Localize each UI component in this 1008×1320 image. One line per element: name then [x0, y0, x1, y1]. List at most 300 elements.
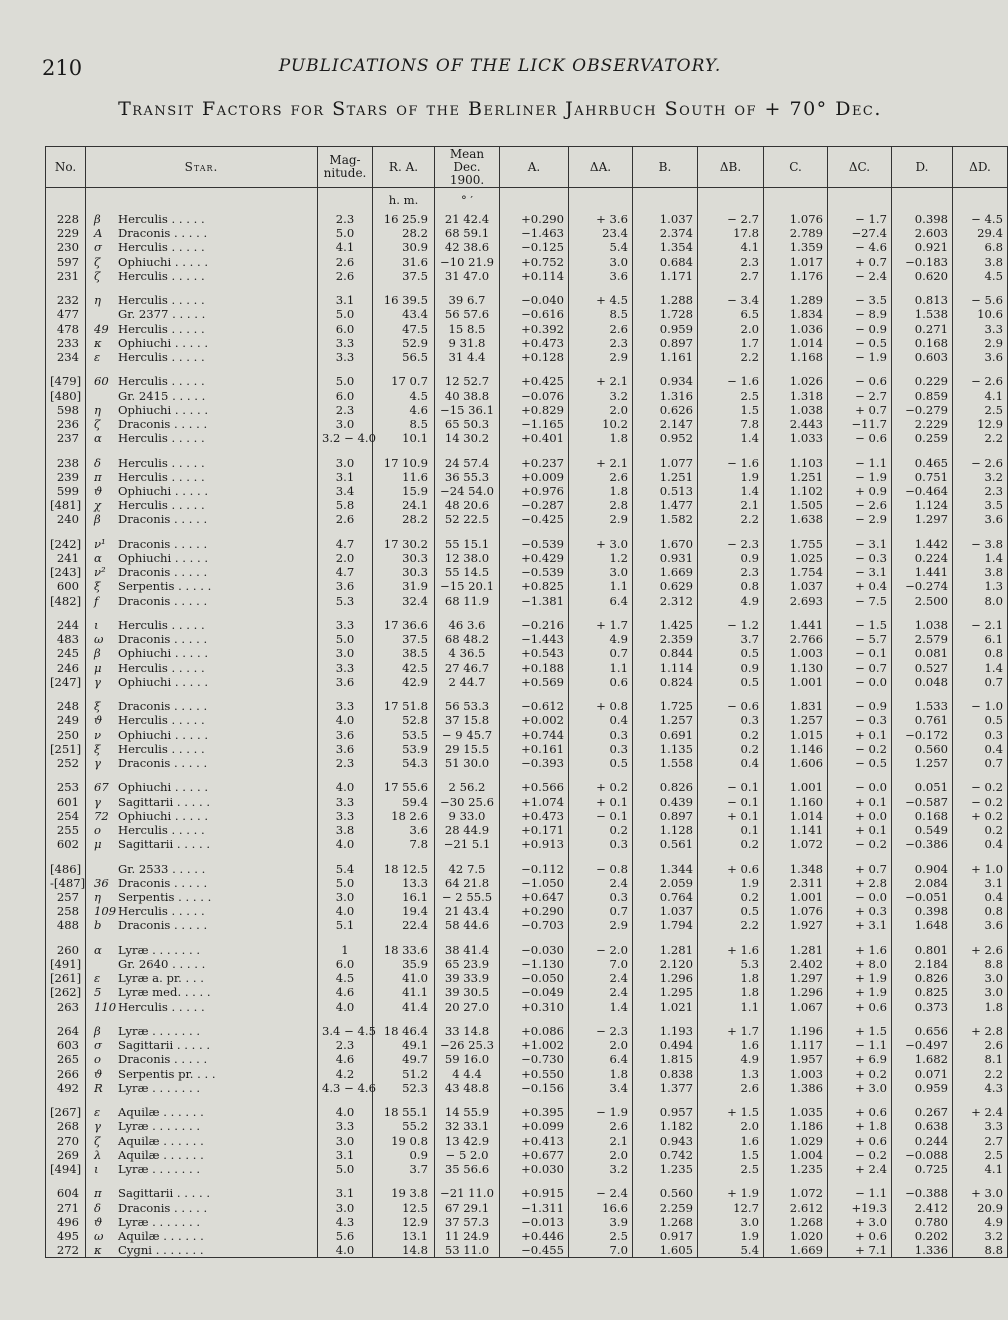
cell-ra: 42.9 [373, 675, 435, 689]
cell-ra: 32.4 [373, 594, 435, 608]
cell-a: +0.473 [500, 336, 569, 350]
cell-delta-c: − 2.7 [828, 389, 892, 403]
cell-c: 1.001 [764, 675, 828, 689]
cell-d: 0.267 [892, 1105, 953, 1119]
cell-magnitude: 2.6 [318, 512, 373, 526]
cell-dec: 55 15.1 [435, 537, 500, 551]
cell-ra: 19 0.8 [373, 1134, 435, 1148]
cell-ra: 18 2.6 [373, 809, 435, 823]
cell-no: 488 [46, 918, 86, 932]
cell-a: −1.381 [500, 594, 569, 608]
star-name: Gr. 2640 . . . . . [118, 957, 206, 972]
star-name: Gr. 2377 . . . . . [118, 307, 206, 322]
cell-no: [480] [46, 389, 86, 403]
table-row [46, 226, 1008, 240]
cell-c: 1.020 [764, 1229, 828, 1243]
star-designation: ϑ [94, 484, 103, 499]
cell-delta-c: − 4.6 [828, 240, 892, 254]
cell-no: 600 [46, 579, 86, 593]
group-spacer [46, 1176, 1008, 1186]
cell-ra: 17 0.7 [373, 374, 435, 388]
cell-dec: −10 21.9 [435, 255, 500, 269]
col-header-d: D. [892, 147, 953, 188]
cell-delta-c: + 2.4 [828, 1162, 892, 1176]
cell-d: −0.183 [892, 255, 953, 269]
cell-d: −0.587 [892, 795, 953, 809]
cell-b: 1.295 [633, 985, 698, 999]
cell-delta-c: − 2.9 [828, 512, 892, 526]
cell-dec: 42 7.5 [435, 862, 500, 876]
cell-dec: 56 53.3 [435, 699, 500, 713]
table-row [46, 212, 1008, 226]
cell-a: −0.156 [500, 1081, 569, 1095]
cell-delta-b: − 1.2 [698, 618, 764, 632]
cell-ra: 28.2 [373, 226, 435, 240]
cell-a: −0.125 [500, 240, 569, 254]
cell-dec: 9 31.8 [435, 336, 500, 350]
cell-delta-b: 0.2 [698, 742, 764, 756]
cell-no: 598 [46, 403, 86, 417]
cell-delta-b: − 0.6 [698, 699, 764, 713]
cell-magnitude: 4.7 [318, 537, 373, 551]
star-name: Herculis . . . . . [118, 999, 205, 1014]
cell-delta-d: 3.6 [953, 512, 1008, 526]
table-row [46, 1052, 1008, 1066]
cell-delta-d: 3.5 [953, 498, 1008, 512]
cell-delta-d: 3.3 [953, 1119, 1008, 1133]
star-name: Draconis . . . . . [118, 226, 208, 241]
cell-a: +0.543 [500, 646, 569, 660]
cell-ra: 16.1 [373, 890, 435, 904]
cell-dec: −15 20.1 [435, 579, 500, 593]
table-row [46, 823, 1008, 837]
cell-a: +0.446 [500, 1229, 569, 1243]
cell-c: 1.076 [764, 904, 828, 918]
cell-b: 1.354 [633, 240, 698, 254]
cell-delta-d: 3.2 [953, 470, 1008, 484]
cell-delta-a: 1.1 [569, 579, 633, 593]
cell-a: −0.616 [500, 307, 569, 321]
cell-b: 0.959 [633, 322, 698, 336]
table-row [46, 594, 1008, 608]
cell-magnitude: 5.0 [318, 1162, 373, 1176]
cell-c: 1.067 [764, 1000, 828, 1014]
cell-star [86, 632, 318, 646]
cell-c: 1.318 [764, 389, 828, 403]
cell-star [86, 890, 318, 904]
star-name: Herculis . . . . . [118, 469, 205, 484]
cell-delta-d: 4.9 [953, 1215, 1008, 1229]
col-header-ra: R. A. [373, 147, 435, 188]
cell-d: 1.441 [892, 565, 953, 579]
cell-delta-b: 1.8 [698, 971, 764, 985]
cell-delta-a: 0.7 [569, 646, 633, 660]
table-row [46, 470, 1008, 484]
table-row [46, 1024, 1008, 1038]
cell-delta-d: 1.3 [953, 579, 1008, 593]
group-spacer [46, 527, 1008, 537]
cell-delta-b: 0.2 [698, 728, 764, 742]
star-name: Draconis . . . . . [118, 699, 208, 714]
cell-delta-c: + 0.6 [828, 1229, 892, 1243]
cell-delta-b: 0.9 [698, 661, 764, 675]
cell-star [86, 876, 318, 890]
cell-c: 1.251 [764, 470, 828, 484]
cell-delta-d: 8.0 [953, 594, 1008, 608]
cell-no: 272 [46, 1243, 86, 1258]
cell-delta-c: + 0.6 [828, 1105, 892, 1119]
star-name: Herculis . . . . . [118, 240, 205, 255]
cell-d: 2.500 [892, 594, 953, 608]
cell-delta-c: − 0.9 [828, 322, 892, 336]
cell-d: 0.603 [892, 350, 953, 364]
cell-magnitude: 2.3 [318, 212, 373, 226]
star-name: Ophiuchi . . . . . [118, 674, 209, 689]
cell-star [86, 699, 318, 713]
cell-dec: 51 30.0 [435, 756, 500, 770]
cell-c: 1.386 [764, 1081, 828, 1095]
cell-magnitude: 6.0 [318, 957, 373, 971]
cell-delta-c: + 0.0 [828, 809, 892, 823]
cell-no: 234 [46, 350, 86, 364]
cell-magnitude: 2.6 [318, 269, 373, 283]
cell-dec: − 5 2.0 [435, 1148, 500, 1162]
cell-delta-b: + 0.1 [698, 809, 764, 823]
table-row [46, 456, 1008, 470]
cell-d: 0.826 [892, 971, 953, 985]
cell-b: 1.235 [633, 1162, 698, 1176]
cell-delta-d: 4.1 [953, 389, 1008, 403]
cell-delta-d: 20.9 [953, 1201, 1008, 1215]
cell-c: 1.297 [764, 971, 828, 985]
cell-ra: 17 30.2 [373, 537, 435, 551]
cell-delta-b: + 1.5 [698, 1105, 764, 1119]
cell-delta-d: 29.4 [953, 226, 1008, 240]
cell-magnitude: 6.0 [318, 322, 373, 336]
col-header-no: No. [46, 147, 86, 188]
cell-delta-c: − 3.1 [828, 537, 892, 551]
cell-b: 1.605 [633, 1243, 698, 1258]
cell-d: 0.620 [892, 269, 953, 283]
cell-a: +0.401 [500, 431, 569, 445]
cell-a: +0.569 [500, 675, 569, 689]
cell-ra: 52.8 [373, 713, 435, 727]
star-designation: γ [94, 674, 101, 689]
star-designation: ν [94, 727, 102, 742]
cell-magnitude: 3.0 [318, 1134, 373, 1148]
cell-d: 1.648 [892, 918, 953, 932]
star-designation: ω [94, 632, 104, 647]
cell-delta-b: + 1.6 [698, 943, 764, 957]
cell-b: 1.288 [633, 293, 698, 307]
cell-delta-d: 12.9 [953, 417, 1008, 431]
cell-delta-c: + 1.6 [828, 943, 892, 957]
cell-a: −0.040 [500, 293, 569, 307]
col-header-dec-line1: Mean Dec. [449, 146, 485, 174]
cell-ra: 0.9 [373, 1148, 435, 1162]
star-designation: ε [94, 350, 101, 365]
table-row [46, 809, 1008, 823]
cell-dec: 2 56.2 [435, 780, 500, 794]
cell-star [86, 322, 318, 336]
cell-c: 1.606 [764, 756, 828, 770]
table-row [46, 661, 1008, 675]
cell-b: 0.844 [633, 646, 698, 660]
cell-a: +0.913 [500, 837, 569, 851]
cell-no: 253 [46, 780, 86, 794]
cell-d: 0.959 [892, 1081, 953, 1095]
cell-no: 271 [46, 1201, 86, 1215]
cell-dec: 68 11.9 [435, 594, 500, 608]
cell-b: 1.377 [633, 1081, 698, 1095]
cell-dec: 65 50.3 [435, 417, 500, 431]
star-name: Draconis . . . . . [118, 1200, 208, 1215]
cell-c: 1.834 [764, 307, 828, 321]
cell-ra: 41.1 [373, 985, 435, 999]
cell-dec: 52 22.5 [435, 512, 500, 526]
cell-magnitude: 3.1 [318, 1186, 373, 1200]
cell-c: 1.754 [764, 565, 828, 579]
cell-ra: 54.3 [373, 756, 435, 770]
cell-delta-a: − 2.3 [569, 1024, 633, 1038]
star-name: Gr. 2533 . . . . . [118, 861, 206, 876]
cell-dec: −15 36.1 [435, 403, 500, 417]
cell-dec: 68 59.1 [435, 226, 500, 240]
star-name: Ophiuchi . . . . . [118, 551, 209, 566]
cell-delta-a: 3.2 [569, 1162, 633, 1176]
cell-delta-c: + 8.0 [828, 957, 892, 971]
cell-dec: 38 41.4 [435, 943, 500, 957]
cell-star [86, 484, 318, 498]
cell-delta-a: 23.4 [569, 226, 633, 240]
cell-a: −0.455 [500, 1243, 569, 1258]
cell-ra: 15.9 [373, 484, 435, 498]
col-header-mag-line1: Mag- [329, 153, 361, 167]
star-designation: ϑ [94, 1214, 103, 1229]
cell-star [86, 240, 318, 254]
cell-a: +0.009 [500, 470, 569, 484]
cell-no: 477 [46, 307, 86, 321]
cell-b: 2.312 [633, 594, 698, 608]
cell-no: 244 [46, 618, 86, 632]
cell-ra: 7.8 [373, 837, 435, 851]
cell-delta-a: 2.6 [569, 1119, 633, 1133]
cell-b: 0.826 [633, 780, 698, 794]
table-row [46, 618, 1008, 632]
cell-delta-d: 2.5 [953, 403, 1008, 417]
cell-no: 478 [46, 322, 86, 336]
cell-ra: 18 33.6 [373, 943, 435, 957]
cell-b: 1.669 [633, 565, 698, 579]
cell-c: 1.927 [764, 918, 828, 932]
cell-magnitude: 3.6 [318, 579, 373, 593]
cell-c: 1.348 [764, 862, 828, 876]
cell-delta-c: + 0.6 [828, 1134, 892, 1148]
cell-ra: 38.5 [373, 646, 435, 660]
star-designation: ο [94, 1052, 101, 1067]
cell-delta-b: 4.9 [698, 1052, 764, 1066]
cell-delta-c: − 0.2 [828, 742, 892, 756]
star-designation: α [94, 431, 102, 446]
cell-delta-c: − 1.9 [828, 470, 892, 484]
cell-no: [243] [46, 565, 86, 579]
cell-b: 1.037 [633, 212, 698, 226]
cell-no: 599 [46, 484, 86, 498]
cell-delta-a: 6.4 [569, 1052, 633, 1066]
cell-d: 0.638 [892, 1119, 953, 1133]
cell-d: 0.229 [892, 374, 953, 388]
cell-delta-d: 0.8 [953, 904, 1008, 918]
star-name: Ophiuchi . . . . . [118, 402, 209, 417]
cell-no: 270 [46, 1134, 86, 1148]
cell-ra: 4.5 [373, 389, 435, 403]
cell-b: 1.161 [633, 350, 698, 364]
cell-magnitude: 4.0 [318, 1000, 373, 1014]
cell-dec: 31 4.4 [435, 350, 500, 364]
table-row [46, 1215, 1008, 1229]
cell-ra: 49.1 [373, 1038, 435, 1052]
cell-a: +0.752 [500, 255, 569, 269]
cell-no: 240 [46, 512, 86, 526]
cell-a: −0.730 [500, 1052, 569, 1066]
cell-ra: 30.9 [373, 240, 435, 254]
cell-delta-d: 3.8 [953, 255, 1008, 269]
cell-no: 239 [46, 470, 86, 484]
cell-star [86, 293, 318, 307]
cell-delta-a: 0.3 [569, 837, 633, 851]
cell-delta-c: − 0.5 [828, 336, 892, 350]
cell-delta-c: + 3.0 [828, 1215, 892, 1229]
cell-ra: 16 39.5 [373, 293, 435, 307]
cell-ra: 17 10.9 [373, 456, 435, 470]
cell-delta-b: 2.2 [698, 512, 764, 526]
cell-no: 254 [46, 809, 86, 823]
cell-magnitude: 4.3 − 4.6 [318, 1081, 373, 1095]
group-spacer [46, 1014, 1008, 1024]
cell-magnitude: 4.6 [318, 985, 373, 999]
cell-delta-b: 2.7 [698, 269, 764, 283]
cell-delta-c: + 0.7 [828, 862, 892, 876]
cell-a: +0.744 [500, 728, 569, 742]
cell-a: +0.392 [500, 322, 569, 336]
star-designation: κ [94, 335, 102, 350]
cell-delta-b: 4.9 [698, 594, 764, 608]
cell-a: +0.825 [500, 579, 569, 593]
cell-d: 0.801 [892, 943, 953, 957]
cell-star [86, 646, 318, 660]
cell-no: 245 [46, 646, 86, 660]
star-name: Herculis . . . . . [118, 455, 205, 470]
cell-a: +0.395 [500, 1105, 569, 1119]
cell-c: 1.117 [764, 1038, 828, 1052]
cell-star [86, 1215, 318, 1229]
cell-delta-d: + 1.0 [953, 862, 1008, 876]
cell-dec: 39 33.9 [435, 971, 500, 985]
cell-delta-b: 0.8 [698, 579, 764, 593]
cell-delta-d: 8.1 [953, 1052, 1008, 1066]
cell-a: −0.287 [500, 498, 569, 512]
cell-no: 602 [46, 837, 86, 851]
cell-dec: 12 38.0 [435, 551, 500, 565]
cell-delta-c: + 0.1 [828, 728, 892, 742]
star-designation: A [94, 226, 103, 241]
cell-dec: 36 55.3 [435, 470, 500, 484]
table-row [46, 699, 1008, 713]
cell-d: 2.229 [892, 417, 953, 431]
cell-delta-c: − 3.5 [828, 293, 892, 307]
cell-magnitude: 5.0 [318, 876, 373, 890]
cell-d: −0.088 [892, 1148, 953, 1162]
cell-delta-d: 1.4 [953, 551, 1008, 565]
cell-star [86, 918, 318, 932]
cell-a: −0.539 [500, 565, 569, 579]
cell-delta-d: 2.5 [953, 1148, 1008, 1162]
cell-dec: −30 25.6 [435, 795, 500, 809]
cell-delta-d: − 2.1 [953, 618, 1008, 632]
table-title: Transit Factors for Stars of the Berliner Jahrbuch South of + 70° Dec. [118, 98, 882, 120]
cell-b: 0.684 [633, 255, 698, 269]
cell-delta-a: − 2.4 [569, 1186, 633, 1200]
cell-delta-d: 4.3 [953, 1081, 1008, 1095]
cell-delta-b: + 1.7 [698, 1024, 764, 1038]
star-name: Herculis . . . . . [118, 713, 205, 728]
cell-d: 0.780 [892, 1215, 953, 1229]
star-designation: ε [94, 971, 101, 986]
cell-delta-a: 0.3 [569, 742, 633, 756]
cell-a: −1.311 [500, 1201, 569, 1215]
cell-magnitude: 3.3 [318, 618, 373, 632]
cell-ra: 53.5 [373, 728, 435, 742]
cell-delta-a: 10.2 [569, 417, 633, 431]
cell-delta-b: − 3.4 [698, 293, 764, 307]
star-designation: δ [94, 455, 101, 470]
cell-b: 2.374 [633, 226, 698, 240]
cell-c: 1.037 [764, 579, 828, 593]
cell-star [86, 456, 318, 470]
cell-magnitude: 3.3 [318, 699, 373, 713]
table-row [46, 957, 1008, 971]
cell-delta-a: 3.2 [569, 389, 633, 403]
col-header-delta-d: ΔD. [953, 147, 1008, 188]
cell-delta-b: 0.4 [698, 756, 764, 770]
cell-star [86, 823, 318, 837]
star-name: Ophiuchi . . . . . [118, 646, 209, 661]
cell-delta-c: − 1.7 [828, 212, 892, 226]
cell-delta-c: − 0.2 [828, 1148, 892, 1162]
cell-c: 1.268 [764, 1215, 828, 1229]
star-name: Lyræ med. . . . . [118, 985, 211, 1000]
cell-dec: 4 36.5 [435, 646, 500, 660]
star-designation: β [94, 646, 101, 661]
cell-star [86, 1024, 318, 1038]
cell-a: +0.114 [500, 269, 569, 283]
cell-star [86, 551, 318, 565]
cell-delta-b: + 0.6 [698, 862, 764, 876]
cell-no: [247] [46, 675, 86, 689]
cell-delta-d: 3.2 [953, 1229, 1008, 1243]
star-name: Lyræ . . . . . . . [118, 1119, 201, 1134]
cell-ra: 22.4 [373, 918, 435, 932]
cell-a: −0.393 [500, 756, 569, 770]
cell-no: 250 [46, 728, 86, 742]
cell-delta-d: − 2.6 [953, 374, 1008, 388]
star-designation: γ [94, 756, 101, 771]
star-name: Sagittarii . . . . . [118, 794, 211, 809]
cell-delta-d: 4.5 [953, 269, 1008, 283]
cell-delta-b: 7.8 [698, 417, 764, 431]
cell-delta-a: 2.4 [569, 876, 633, 890]
cell-delta-a: 8.5 [569, 307, 633, 321]
